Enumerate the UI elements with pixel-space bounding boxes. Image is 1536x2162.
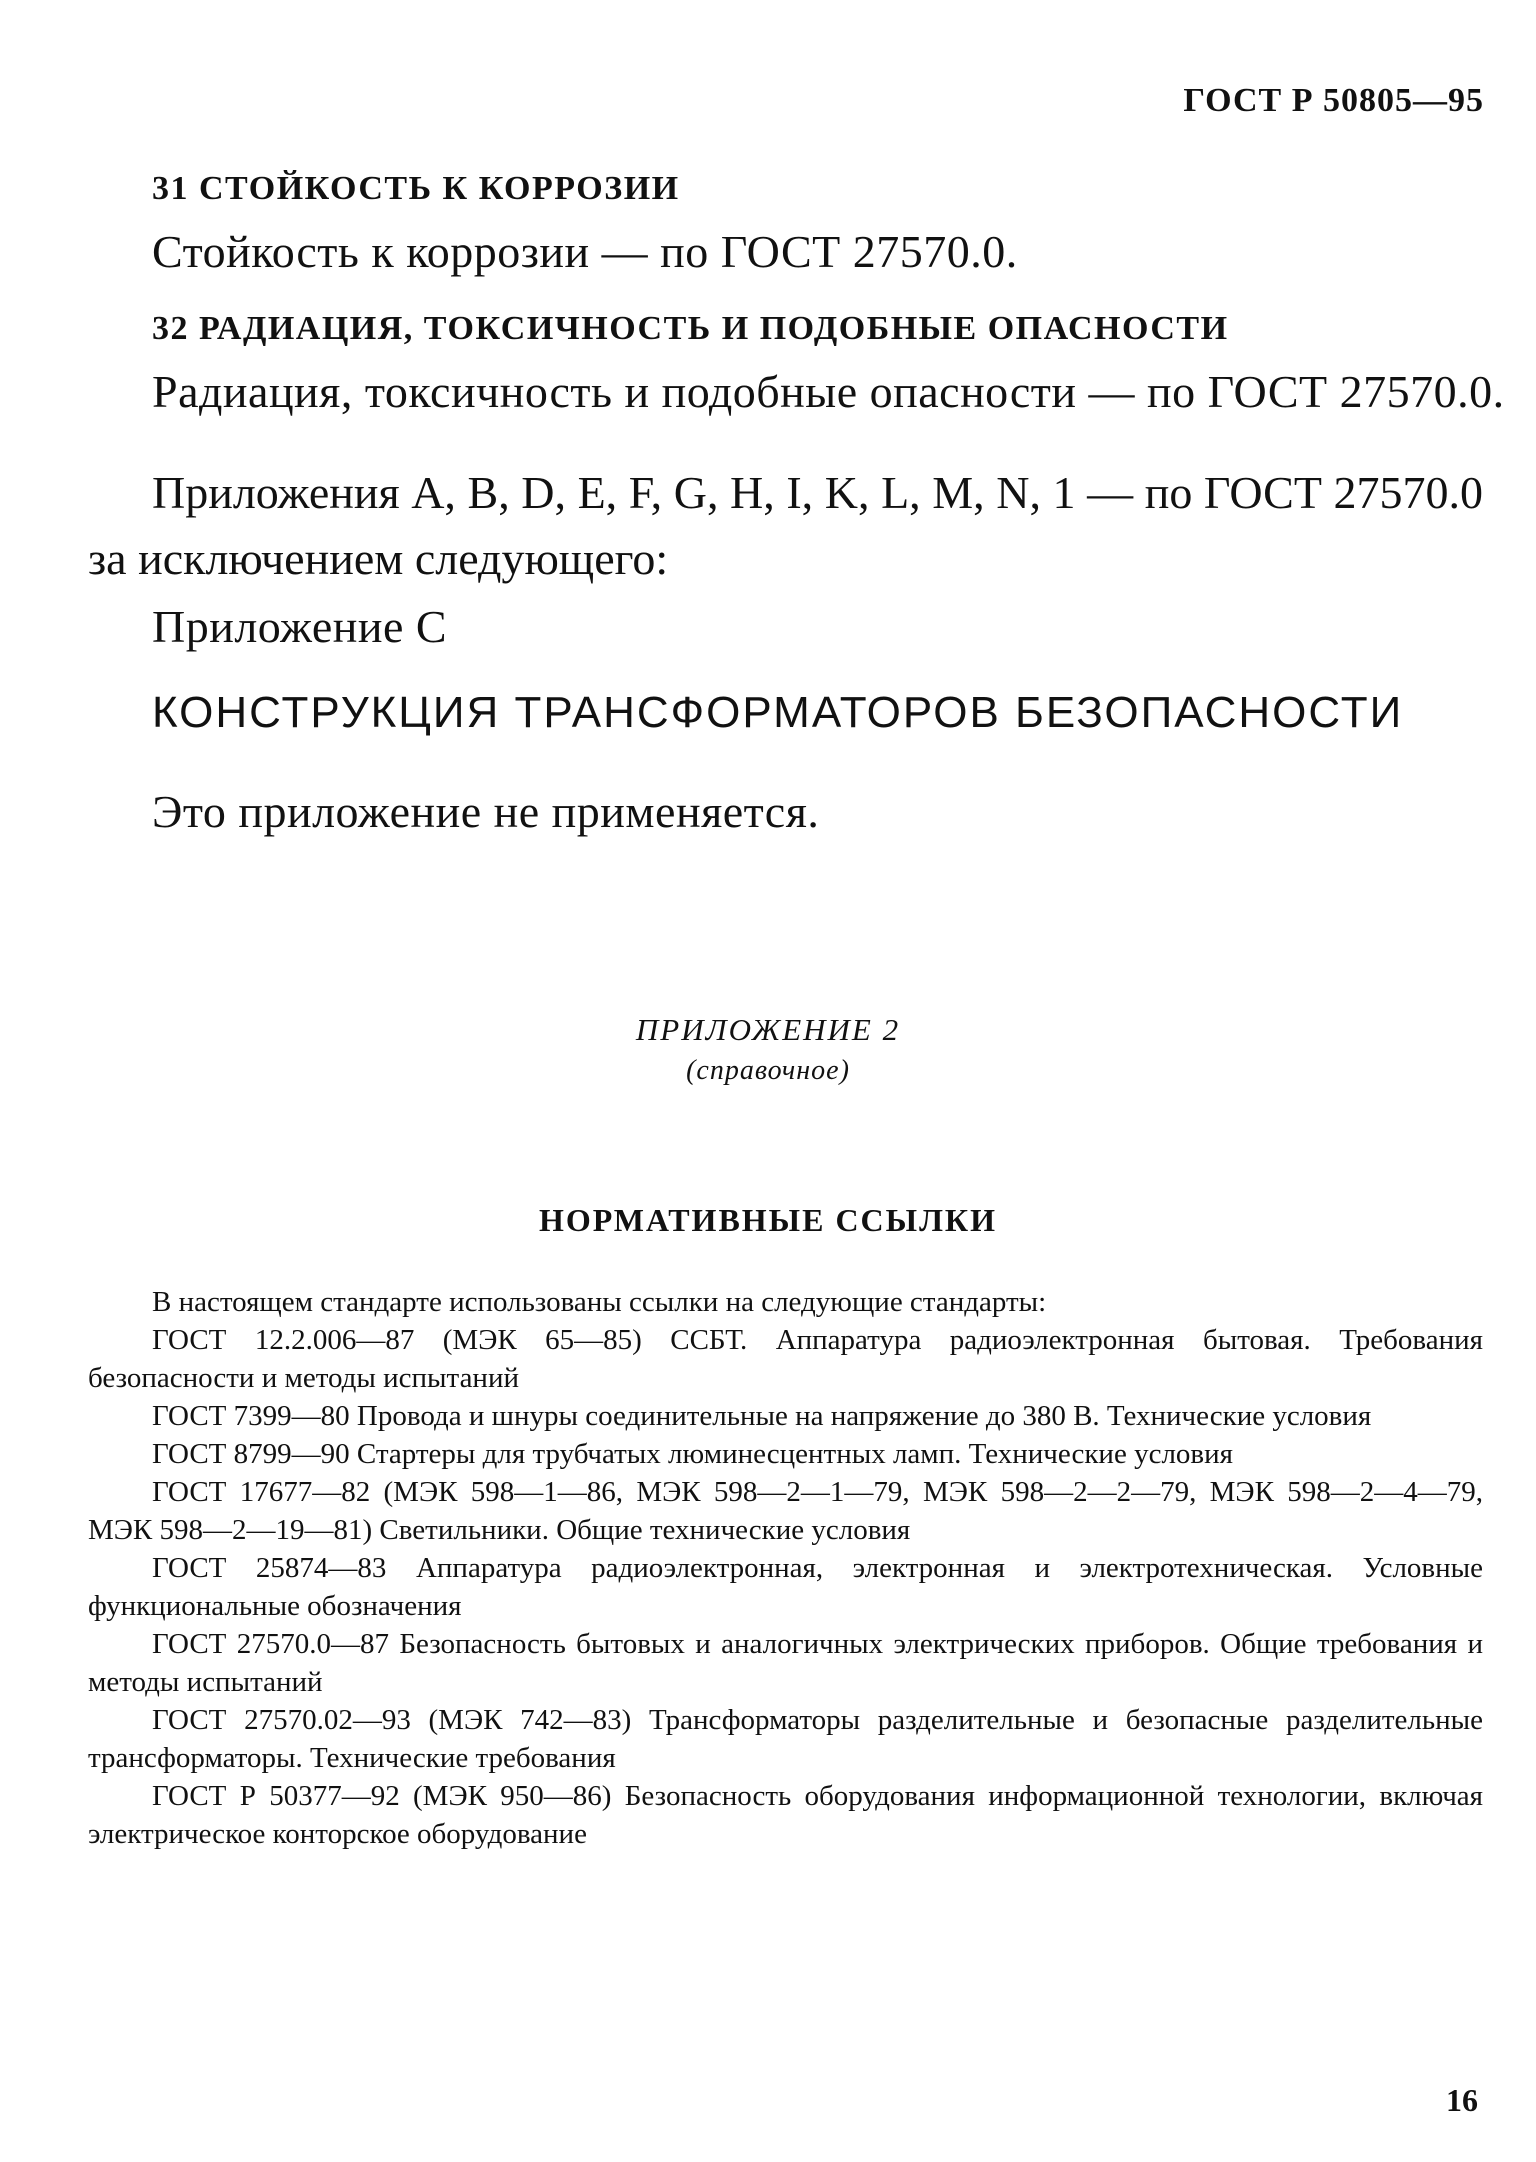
section-31-text: Стойкость к коррозии — по ГОСТ 27570.0.: [152, 226, 1018, 277]
appendix-c-title: КОНСТРУКЦИЯ ТРАНСФОРМАТОРОВ БЕЗОПАСНОСТИ: [152, 688, 1404, 737]
appendix-2-subtitle: (справочное): [686, 1055, 850, 1086]
reference-item: ГОСТ 25874—83 Аппаратура радиоэлектронная, электронная и электротехническая. Условные функциональные обозначения: [88, 1552, 1483, 1622]
references-intro: В настоящем стандарте использованы ссылки на следующие стандарты:: [152, 1286, 1047, 1318]
normative-references-heading: НОРМАТИВНЫЕ ССЫЛКИ: [538, 1202, 998, 1238]
reference-item: ГОСТ 27570.0—87 Безопасность бытовых и аналогичных электрических приборов. Общие требования и методы испытаний: [88, 1628, 1483, 1698]
appendices-note: Приложения A, B, D, E, F, G, H, I, K, L, M, N, 1 — по ГОСТ 27570.0 за исключением следующего:: [88, 467, 1483, 584]
appendix-2-title: ПРИЛОЖЕНИЕ 2: [635, 1012, 901, 1047]
reference-item: ГОСТ 12.2.006—87 (МЭК 65—85) ССБТ. Аппаратура радиоэлектронная бытовая. Требования безопасности и методы испытаний: [88, 1324, 1483, 1394]
reference-item: ГОСТ Р 50377—92 (МЭК 950—86) Безопасность оборудования информационной технологии, включая электрическое конторское оборудование: [88, 1780, 1483, 1850]
page-number: 16: [1446, 2082, 1478, 2118]
appendix-c-note: Это приложение не применяется.: [152, 786, 820, 837]
reference-item: ГОСТ 7399—80 Провода и шнуры соединительные на напряжение до 380 В. Технические условия: [152, 1400, 1372, 1432]
reference-item: ГОСТ 8799—90 Стартеры для трубчатых люминесцентных ламп. Технические условия: [152, 1438, 1233, 1470]
section-31-heading: 31 СТОЙКОСТЬ К КОРРОЗИИ: [152, 170, 680, 207]
section-32-text: Радиация, токсичность и подобные опасности — по ГОСТ 27570.0.: [152, 366, 1505, 417]
appendix-c-label: Приложение C: [152, 601, 448, 652]
section-32-heading: 32 РАДИАЦИЯ, ТОКСИЧНОСТЬ И ПОДОБНЫЕ ОПАСНОСТИ: [152, 310, 1229, 347]
reference-item: ГОСТ 27570.02—93 (МЭК 742—83) Трансформаторы разделительные и безопасные разделительные трансформаторы. Технические требования: [88, 1704, 1483, 1774]
document-code-header: ГОСТ Р 50805—95: [1183, 82, 1484, 119]
references-list: [88, 1283, 1483, 1853]
reference-item: ГОСТ 17677—82 (МЭК 598—1—86, МЭК 598—2—1—79, МЭК 598—2—2—79, МЭК 598—2—4—79, МЭК 598—2—19—81) Светильники. Общие технические условия: [88, 1476, 1483, 1546]
